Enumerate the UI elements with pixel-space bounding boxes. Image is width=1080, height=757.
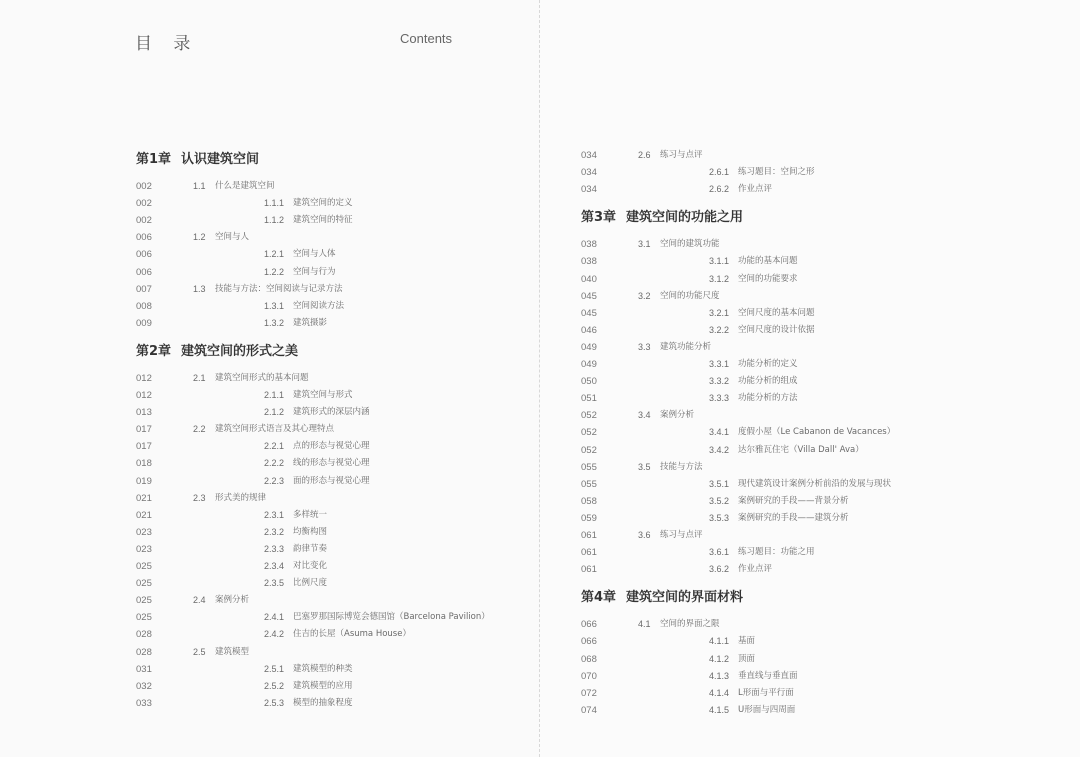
toc-entry[interactable]: [136, 178, 520, 195]
toc-entry[interactable]: [136, 195, 520, 212]
toc-entry[interactable]: [581, 356, 1060, 373]
section-number: 1.2.2: [264, 266, 285, 277]
toc-entry[interactable]: [136, 644, 520, 661]
toc-entry[interactable]: [581, 476, 1060, 493]
section-title: 比例尺度: [293, 578, 328, 589]
section-number: 4.1: [638, 619, 651, 630]
page-number: 061: [581, 547, 597, 559]
section-number: 2.3.3: [264, 543, 285, 554]
page-number: 023: [136, 543, 152, 555]
section-number: 4.1.2: [709, 653, 730, 664]
section-title: 功能分析的定义: [738, 359, 798, 369]
page-number: 061: [581, 530, 597, 541]
chapter-title: 建筑空间的功能之用: [626, 210, 744, 226]
page-number: 068: [581, 653, 597, 665]
toc-entry[interactable]: [581, 633, 1060, 650]
section-title: 案例研究的手段——背景分析: [738, 495, 849, 506]
section-title: 线的形态与视觉心理: [293, 458, 370, 469]
toc-entry[interactable]: [136, 438, 520, 455]
page-number: 058: [581, 495, 597, 507]
section-number: 3.2.1: [709, 307, 730, 318]
section-number: 2.6: [638, 150, 651, 160]
section-title: 建筑空间的定义: [293, 198, 353, 209]
toc-entry[interactable]: [136, 212, 520, 229]
section-number: 2.5: [193, 646, 206, 657]
toc-entry[interactable]: [136, 229, 520, 246]
section-number: 3.6.1: [709, 547, 730, 558]
toc-entry[interactable]: [136, 695, 520, 712]
section-number: 3.2: [638, 290, 651, 301]
section-number: 2.3.1: [264, 509, 285, 520]
section-number: 3.5.2: [709, 495, 730, 506]
page-number: 049: [581, 341, 597, 353]
section-number: 3.6: [638, 530, 651, 540]
toc-entry[interactable]: [581, 527, 1060, 544]
page-number: 052: [581, 427, 597, 439]
section-title: 基面: [738, 636, 756, 647]
contents-label: Contents: [400, 31, 453, 46]
page-number: 021: [136, 509, 152, 521]
page-number: 013: [136, 407, 152, 419]
toc-entry[interactable]: [581, 253, 1060, 270]
toc-entry[interactable]: [581, 147, 1060, 164]
toc-entry[interactable]: [581, 164, 1060, 181]
section-number: 2.1.1: [264, 390, 285, 400]
page-number: 034: [581, 150, 597, 161]
toc-entry[interactable]: [136, 609, 520, 626]
section-title: 巴塞罗那国际博览会德国馆（Barcelona Pavilion）: [293, 612, 490, 623]
section-number: 2.4: [193, 595, 206, 606]
section-number: 3.4: [638, 410, 651, 421]
section-number: 2.2: [193, 424, 206, 435]
page-number: 072: [581, 687, 597, 699]
section-number: 1.2: [193, 232, 206, 243]
section-title: 功能的基本问题: [738, 256, 798, 267]
page-number: 031: [136, 663, 152, 675]
toc-entry[interactable]: [136, 592, 520, 609]
section-number: 2.3.5: [264, 578, 285, 589]
chapter-number: 第1章: [136, 152, 172, 167]
toc-entry[interactable]: [136, 473, 520, 490]
toc-entry[interactable]: [581, 236, 1060, 253]
section-title: 住吉的长屋（Asuma House）: [293, 629, 411, 640]
toc-entry[interactable]: [581, 702, 1060, 719]
section-number: 3.3: [638, 341, 651, 352]
toc-entry[interactable]: [581, 668, 1060, 685]
toc-entry[interactable]: [136, 678, 520, 695]
page-number: 012: [136, 390, 152, 401]
page-number: 055: [581, 478, 597, 490]
toc-entry[interactable]: [581, 493, 1060, 510]
toc-entry[interactable]: [581, 271, 1060, 288]
page-number: 025: [136, 612, 152, 624]
section-number: 2.3.2: [264, 526, 285, 537]
section-number: 2.3: [193, 492, 206, 503]
toc-entry[interactable]: [136, 490, 520, 507]
section-number: 2.2.2: [264, 458, 285, 469]
section-number: 3.4.2: [709, 444, 730, 455]
toc-entry[interactable]: [581, 651, 1060, 668]
section-number: 1.1.1: [264, 198, 285, 209]
page-number: 051: [581, 393, 597, 405]
page-number: 006: [136, 232, 152, 244]
section-title: 技能与方法：空间阅读与记录方法: [215, 283, 343, 294]
section-title: 模型的抽象程度: [293, 697, 353, 708]
page-number: 052: [581, 444, 597, 456]
toc-entry[interactable]: [136, 315, 520, 332]
toc-entry[interactable]: [136, 421, 520, 438]
page-number: 028: [136, 646, 152, 658]
section-title: 什么是建筑空间: [215, 181, 275, 191]
section-title: 点的形态与视觉心理: [293, 441, 370, 452]
page-number: 070: [581, 670, 597, 682]
section-title: 达尔雅瓦住宅（Villa Dall' Ava）: [738, 444, 864, 455]
section-title: 练习题目：空间之形: [738, 167, 815, 178]
page-number: 038: [581, 256, 597, 268]
section-title: 形式美的规律: [215, 492, 267, 503]
toc-entry[interactable]: [136, 575, 520, 592]
page-number: 006: [136, 249, 152, 261]
toc-entry[interactable]: [136, 387, 520, 404]
toc-entry[interactable]: [581, 322, 1060, 339]
page-number: 012: [136, 372, 152, 384]
toc-entry[interactable]: [581, 339, 1060, 356]
section-title: 空间的建筑功能: [660, 239, 720, 250]
chapter-title: 建筑空间的形式之美: [181, 343, 299, 359]
section-title: 空间与人: [215, 232, 250, 243]
toc-entry[interactable]: [136, 404, 520, 421]
chapter-number: 第4章: [581, 590, 617, 606]
section-number: 2.2.1: [264, 441, 285, 452]
section-title: 建筑空间形式的基本问题: [215, 372, 309, 383]
section-number: 1.3.2: [264, 317, 285, 328]
section-number: 2.5.3: [264, 697, 285, 708]
section-title: 空间的功能要求: [738, 273, 798, 284]
toc-entry[interactable]: [136, 558, 520, 575]
page-number: 028: [136, 629, 152, 641]
section-title: 练习题目：功能之用: [738, 547, 815, 558]
section-number: 3.3.3: [709, 393, 730, 404]
page-number: 007: [136, 283, 152, 295]
toc-entry[interactable]: [581, 459, 1060, 476]
toc-entry[interactable]: [581, 305, 1060, 322]
page-number: 045: [581, 307, 597, 319]
page-number: 006: [136, 266, 152, 278]
page-number: 050: [581, 376, 597, 388]
page-number: 019: [136, 475, 152, 487]
page-number: 002: [136, 215, 152, 227]
section-title: 技能与方法: [660, 461, 703, 472]
section-number: 3.3.1: [709, 359, 730, 369]
section-title: 空间与人体: [293, 249, 336, 260]
section-number: 1.3: [193, 283, 206, 294]
section-number: 3.1: [638, 239, 651, 250]
section-title: 练习与点评: [660, 150, 703, 160]
toc-entry[interactable]: [136, 626, 520, 643]
section-title: 空间与行为: [293, 266, 336, 277]
section-title: 均衡构图: [293, 526, 328, 537]
section-number: 3.1.1: [709, 256, 730, 267]
toc-entry[interactable]: [136, 524, 520, 541]
section-number: 3.6.2: [709, 564, 730, 575]
toc-entry[interactable]: [581, 616, 1060, 633]
section-title: 面的形态与视觉心理: [293, 475, 370, 486]
section-title: 建筑空间与形式: [293, 390, 353, 400]
section-title: 建筑功能分析: [660, 341, 712, 352]
toc-entry[interactable]: [136, 661, 520, 678]
page-number: 009: [136, 317, 152, 329]
page-number: 008: [136, 300, 152, 312]
page-number: 002: [136, 198, 152, 210]
toc-entry[interactable]: [581, 685, 1060, 702]
toc-entry[interactable]: [581, 442, 1060, 459]
page-number: 055: [581, 461, 597, 473]
chapter-title: 建筑空间的界面材料: [626, 590, 744, 606]
section-number: 3.1.2: [709, 273, 730, 284]
section-number: 2.6.2: [709, 184, 730, 195]
section-number: 2.1: [193, 372, 206, 383]
toc-entry[interactable]: [136, 246, 520, 263]
toc-title: 目 录: [135, 34, 199, 54]
right-page: [540, 0, 1080, 757]
toc-entry[interactable]: [136, 455, 520, 472]
chapter-heading[interactable]: [581, 206, 743, 225]
page-number: 034: [581, 184, 597, 196]
section-number: 3.3.2: [709, 376, 730, 387]
section-title: 功能分析的方法: [738, 393, 798, 404]
section-number: 1.3.1: [264, 300, 285, 311]
page-number: 045: [581, 290, 597, 302]
section-number: 2.1.2: [264, 407, 285, 418]
section-title: 建筑模型的应用: [293, 680, 353, 691]
section-title: 度假小屋（Le Cabanon de Vacances）: [738, 427, 896, 438]
toc-entry[interactable]: [581, 373, 1060, 390]
page-number: 038: [581, 239, 597, 251]
section-number: 4.1.5: [709, 704, 730, 715]
toc-entry[interactable]: [136, 507, 520, 524]
section-title: 案例分析: [660, 410, 695, 421]
chapter-number: 第2章: [136, 343, 172, 359]
section-title: 现代建筑设计案例分析前沿的发展与现状: [738, 478, 892, 489]
chapter-heading[interactable]: [136, 148, 259, 167]
toc-entry[interactable]: [581, 288, 1060, 305]
page-number: 040: [581, 273, 597, 285]
page-number: 023: [136, 526, 152, 538]
page-number: 059: [581, 512, 597, 524]
section-number: 2.5.1: [264, 663, 285, 674]
section-title: 练习与点评: [660, 530, 703, 540]
section-number: 3.4.1: [709, 427, 730, 438]
section-number: 2.4.1: [264, 612, 285, 623]
section-title: 建筑摄影: [293, 317, 328, 328]
section-number: 4.1.4: [709, 687, 730, 698]
page-number: 018: [136, 458, 152, 470]
chapter-number: 第3章: [581, 210, 617, 226]
section-number: 2.5.2: [264, 680, 285, 691]
section-title: 垂直线与垂直面: [738, 670, 798, 681]
chapter-heading[interactable]: [136, 340, 298, 359]
section-title: 功能分析的组成: [738, 376, 798, 387]
toc-entry[interactable]: [136, 370, 520, 387]
section-number: 1.1.2: [264, 215, 285, 226]
page-number: 034: [581, 167, 597, 179]
section-title: 建筑模型的种类: [293, 663, 353, 674]
section-number: 3.2.2: [709, 324, 730, 335]
toc-entry[interactable]: [136, 281, 520, 298]
page-number: 066: [581, 619, 597, 631]
section-title: 多样统一: [293, 509, 328, 520]
toc-entry[interactable]: [581, 424, 1060, 441]
page-number: 025: [136, 561, 152, 572]
page-number: 017: [136, 424, 152, 436]
toc-entry[interactable]: [581, 561, 1060, 578]
page-number: 025: [136, 595, 152, 607]
section-number: 2.3.4: [264, 561, 285, 571]
page-number: 002: [136, 181, 152, 192]
section-number: 3.5.3: [709, 512, 730, 523]
section-title: 建筑形式的深层内涵: [293, 407, 370, 418]
page-number: 021: [136, 492, 152, 504]
page-number: 017: [136, 441, 152, 453]
section-title: U形面与四周面: [738, 704, 796, 715]
page-number: 066: [581, 636, 597, 648]
section-title: 空间的界面之限: [660, 619, 720, 630]
section-number: 3.5.1: [709, 478, 730, 489]
section-title: 空间尺度的设计依据: [738, 324, 815, 335]
page-number: 046: [581, 324, 597, 336]
toc-entry[interactable]: [581, 407, 1060, 424]
page-number: 049: [581, 359, 597, 370]
section-number: 2.6.1: [709, 167, 730, 178]
page-number: 033: [136, 697, 152, 709]
section-number: 3.5: [638, 461, 651, 472]
section-title: 顶面: [738, 653, 756, 664]
section-title: 韵律节奏: [293, 543, 328, 554]
section-number: 4.1.1: [709, 636, 730, 647]
section-title: 作业点评: [738, 564, 773, 575]
section-number: 1.2.1: [264, 249, 285, 260]
section-title: L形面与平行面: [738, 687, 794, 698]
section-title: 空间尺度的基本问题: [738, 307, 815, 318]
chapter-title: 认识建筑空间: [181, 152, 260, 167]
page-number: 032: [136, 680, 152, 692]
toc-entry[interactable]: [581, 181, 1060, 198]
page-number: 061: [581, 564, 597, 576]
section-number: 4.1.3: [709, 670, 730, 681]
page-number: 052: [581, 410, 597, 422]
toc-entry[interactable]: [581, 390, 1060, 407]
section-title: 案例研究的手段——建筑分析: [738, 512, 849, 523]
page-number: 074: [581, 704, 597, 716]
toc-entry[interactable]: [581, 510, 1060, 527]
chapter-heading[interactable]: [581, 586, 743, 605]
section-number: 2.4.2: [264, 629, 285, 640]
section-title: 作业点评: [738, 184, 773, 195]
toc-entry[interactable]: [136, 541, 520, 558]
section-title: 建筑空间的特征: [293, 215, 353, 226]
toc-entry[interactable]: [581, 544, 1060, 561]
page-number: 025: [136, 578, 152, 590]
section-title: 空间的功能尺度: [660, 290, 720, 301]
section-number: 2.2.3: [264, 475, 285, 486]
section-title: 对比变化: [293, 561, 328, 571]
section-title: 案例分析: [215, 595, 250, 606]
section-title: 空间阅读方法: [293, 300, 345, 311]
section-number: 1.1: [193, 181, 206, 191]
section-title: 建筑空间形式语言及其心理特点: [215, 424, 335, 435]
toc-entry[interactable]: [136, 264, 520, 281]
toc-entry[interactable]: [136, 298, 520, 315]
section-title: 建筑模型: [215, 646, 250, 657]
